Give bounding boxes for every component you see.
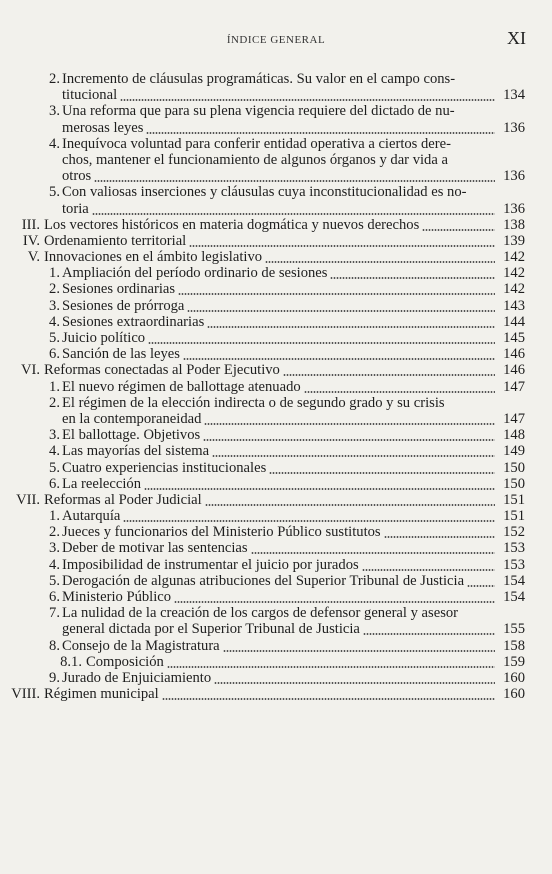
toc-entry-title: Sanción de las leyes (62, 346, 180, 363)
toc-entry-page: 148 (503, 427, 525, 444)
dot-leader (203, 439, 495, 441)
toc-entry (0, 508, 552, 524)
toc-entry-number: 8.1. (60, 653, 82, 670)
toc-entry-page: 153 (503, 540, 525, 557)
toc-entry-title: Consejo de la Magistratura (62, 637, 220, 654)
toc-entry-number: 9. (49, 669, 60, 686)
toc-entry-title: Imposibilidad de instrumentar el juicio por jurados (62, 556, 359, 573)
toc-entry-page: 149 (503, 443, 525, 460)
toc-entry-number: 8. (49, 637, 60, 654)
toc-entry-page: 146 (503, 362, 525, 379)
toc-entry-number: 3. (49, 540, 60, 557)
toc-entry-title: chos, mantener el funcionamiento de algunos órganos y dar vida a (62, 151, 448, 168)
dot-leader (214, 682, 495, 684)
toc-entry-page: 136 (503, 119, 525, 136)
toc-entry-page: 160 (503, 669, 525, 686)
toc-entry-page: 152 (503, 524, 525, 541)
toc-entry (0, 120, 552, 136)
dot-leader (123, 520, 495, 522)
toc-entry-page: 151 (503, 491, 525, 508)
toc-entry-page: 150 (503, 475, 525, 492)
toc-entry-title: La nulidad de la creación de los cargos de defensor general y asesor (62, 605, 459, 622)
dot-leader (148, 342, 495, 344)
dot-leader (144, 488, 495, 490)
dot-leader (362, 569, 495, 571)
toc-entry-page: 139 (503, 232, 525, 249)
toc-entry-number: 5. (49, 459, 60, 476)
toc-entry-title: Derogación de algunas atribuciones del Superior Tribunal de Justicia (62, 572, 465, 589)
toc-entry-title: Jueces y funcionarios del Ministerio Público sustitutos (62, 524, 381, 541)
toc-entry (0, 103, 552, 119)
dot-leader (189, 245, 495, 247)
toc-entry-page: 154 (503, 572, 525, 589)
toc-entry-title: Con valiosas inserciones y cláusulas cuya inconstitucionalidad es no- (62, 184, 467, 201)
toc-entry-title: El régimen de la elección indirecta o de segundo grado y su crisis (62, 394, 445, 411)
dot-leader (92, 213, 495, 215)
toc-entry-title: Sesiones de prórroga (62, 297, 185, 314)
toc-entry-title: Innovaciones en el ámbito legislativo (44, 249, 263, 266)
toc-entry-page: 154 (503, 589, 525, 605)
toc-entry-number: 6. (49, 589, 60, 605)
toc-entry-number: 6. (49, 475, 60, 492)
table-of-contents (0, 71, 552, 702)
toc-entry (0, 298, 552, 314)
toc-entry (0, 427, 552, 443)
toc-entry (0, 330, 552, 346)
toc-entry (0, 184, 552, 200)
toc-entry-page: 151 (503, 508, 525, 525)
toc-entry-title: Reformas al Poder Judicial (44, 491, 202, 508)
dot-leader (120, 99, 495, 101)
toc-entry (0, 573, 552, 589)
toc-entry (0, 379, 552, 395)
toc-entry-page: 142 (503, 281, 525, 298)
toc-entry-number: 4. (49, 313, 60, 330)
toc-entry-title: Cuatro experiencias institucionales (62, 459, 267, 476)
toc-entry (0, 265, 552, 281)
toc-entry-number: 5. (49, 330, 60, 346)
toc-entry (0, 314, 552, 330)
dot-leader (167, 666, 495, 668)
dot-leader (207, 326, 495, 328)
dot-leader (330, 277, 495, 279)
toc-entry-page: 146 (503, 346, 525, 363)
toc-entry-page: 134 (503, 87, 525, 104)
toc-entry (0, 670, 552, 686)
toc-entry (0, 589, 552, 605)
dot-leader (204, 423, 495, 425)
toc-entry (0, 136, 552, 152)
toc-entry-number: 2. (49, 394, 60, 411)
toc-entry-title: El nuevo régimen de ballottage atenuado (62, 378, 301, 395)
dot-leader (384, 536, 495, 538)
toc-entry-page: 142 (503, 265, 525, 282)
toc-entry-number: 2. (49, 71, 60, 87)
toc-entry-title: Deber de motivar las sentencias (62, 540, 248, 557)
toc-entry-title: Juicio político (62, 330, 146, 346)
toc-entry-number: VIII. (11, 686, 40, 703)
dot-leader (269, 472, 495, 474)
toc-entry (0, 557, 552, 573)
toc-entry-title: Las mayorías del sistema (62, 443, 210, 460)
toc-entry (0, 281, 552, 297)
toc-entry (0, 168, 552, 184)
toc-entry-number: VII. (16, 491, 40, 508)
toc-entry (0, 217, 552, 233)
toc-entry-title: general dictada por el Superior Tribunal de Justicia (62, 621, 360, 638)
dot-leader (304, 391, 495, 393)
toc-entry-page: 155 (503, 621, 525, 638)
toc-entry-number: 5. (49, 184, 60, 201)
toc-entry-page: 138 (503, 216, 525, 233)
toc-entry (0, 654, 552, 670)
toc-entry-number: 2. (49, 281, 60, 298)
toc-entry-title: Ministerio Público (62, 589, 172, 605)
toc-entry-title: Los vectores históricos en materia dogmática y nuevos derechos (44, 216, 420, 233)
dot-leader (187, 310, 495, 312)
toc-entry (0, 395, 552, 411)
dot-leader (183, 358, 495, 360)
toc-entry (0, 686, 552, 702)
toc-entry-number: III. (21, 216, 40, 233)
dot-leader (146, 132, 495, 134)
toc-entry-page: 145 (503, 330, 525, 346)
toc-entry-number: 4. (49, 135, 60, 152)
toc-entry (0, 249, 552, 265)
toc-entry-title: Sesiones ordinarias (62, 281, 176, 298)
toc-entry (0, 201, 552, 217)
dot-leader (178, 293, 495, 295)
dot-leader (223, 650, 495, 652)
dot-leader (174, 601, 495, 603)
toc-entry (0, 476, 552, 492)
dot-leader (251, 552, 495, 554)
toc-entry-title: Incremento de cláusulas programáticas. Su valor en el campo cons- (62, 71, 456, 87)
dot-leader (265, 261, 495, 263)
toc-entry-title: La reelección (62, 475, 141, 492)
toc-entry-number: 1. (49, 265, 60, 282)
toc-entry-number: IV. (22, 232, 40, 249)
dot-leader (94, 180, 495, 182)
page-number: XI (507, 28, 526, 48)
dot-leader (205, 504, 495, 506)
toc-entry-number: 3. (49, 297, 60, 314)
dot-leader (283, 374, 495, 376)
toc-entry-page: 147 (503, 410, 525, 427)
toc-entry-title: Jurado de Enjuiciamiento (62, 669, 212, 686)
toc-entry-page: 150 (503, 459, 525, 476)
toc-entry-number: V. (27, 249, 40, 266)
toc-entry-title: Composición (86, 653, 164, 670)
toc-entry-title: Reformas conectadas al Poder Ejecutivo (44, 362, 280, 379)
toc-entry-number: 2. (49, 524, 60, 541)
toc-entry-title: en la contemporaneidad (62, 410, 202, 427)
toc-entry (0, 411, 552, 427)
toc-entry (0, 233, 552, 249)
running-title: ÍNDICE GENERAL (226, 34, 326, 46)
toc-entry (0, 87, 552, 103)
toc-entry (0, 638, 552, 654)
toc-entry (0, 524, 552, 540)
toc-entry-number: VI. (20, 362, 40, 379)
toc-entry-title: Régimen municipal (44, 686, 159, 703)
toc-entry-page: 144 (503, 313, 525, 330)
toc-entry-title: Sesiones extraordinarias (62, 313, 205, 330)
toc-entry-number: 4. (49, 443, 60, 460)
toc-entry (0, 346, 552, 362)
toc-entry-page: 153 (503, 556, 525, 573)
toc-entry-number: 1. (49, 378, 60, 395)
toc-entry-number: 7. (49, 605, 60, 622)
toc-entry-page: 147 (503, 378, 525, 395)
toc-entry-title: Una reforma que para su plena vigencia requiere del dictado de nu- (62, 103, 455, 120)
toc-entry (0, 621, 552, 637)
toc-entry-title: Ampliación del período ordinario de sesiones (62, 265, 328, 282)
dot-leader (162, 698, 495, 700)
toc-entry-number: 3. (49, 427, 60, 444)
toc-entry (0, 362, 552, 378)
toc-entry-title: titucional (62, 87, 118, 104)
toc-entry-number: 1. (49, 508, 60, 525)
toc-entry-number: 3. (49, 103, 60, 120)
toc-entry-title: Ordenamiento territorial (44, 232, 187, 249)
toc-entry (0, 540, 552, 556)
toc-entry-page: 158 (503, 637, 525, 654)
dot-leader (363, 633, 495, 635)
toc-entry-page: 160 (503, 686, 525, 703)
toc-entry-title: merosas leyes (62, 119, 144, 136)
toc-entry-number: 6. (49, 346, 60, 363)
toc-entry (0, 605, 552, 621)
toc-entry-page: 143 (503, 297, 525, 314)
toc-entry-page: 136 (503, 168, 525, 185)
toc-entry-title: toria (62, 200, 89, 217)
dot-leader (212, 455, 495, 457)
toc-entry (0, 152, 552, 168)
toc-entry-page: 159 (503, 653, 525, 670)
toc-entry-title: Autarquía (62, 508, 121, 525)
toc-entry-page: 142 (503, 249, 525, 266)
toc-entry (0, 71, 552, 87)
toc-entry-number: 4. (49, 556, 60, 573)
toc-entry (0, 460, 552, 476)
page-header (0, 28, 552, 52)
toc-entry-title: otros (62, 168, 92, 185)
toc-entry (0, 492, 552, 508)
toc-entry-page: 136 (503, 200, 525, 217)
toc-entry-number: 5. (49, 572, 60, 589)
toc-entry (0, 443, 552, 459)
toc-entry-title: Inequívoca voluntad para conferir entidad operativa a ciertos dere- (62, 135, 451, 152)
toc-entry-title: El ballottage. Objetivos (62, 427, 201, 444)
